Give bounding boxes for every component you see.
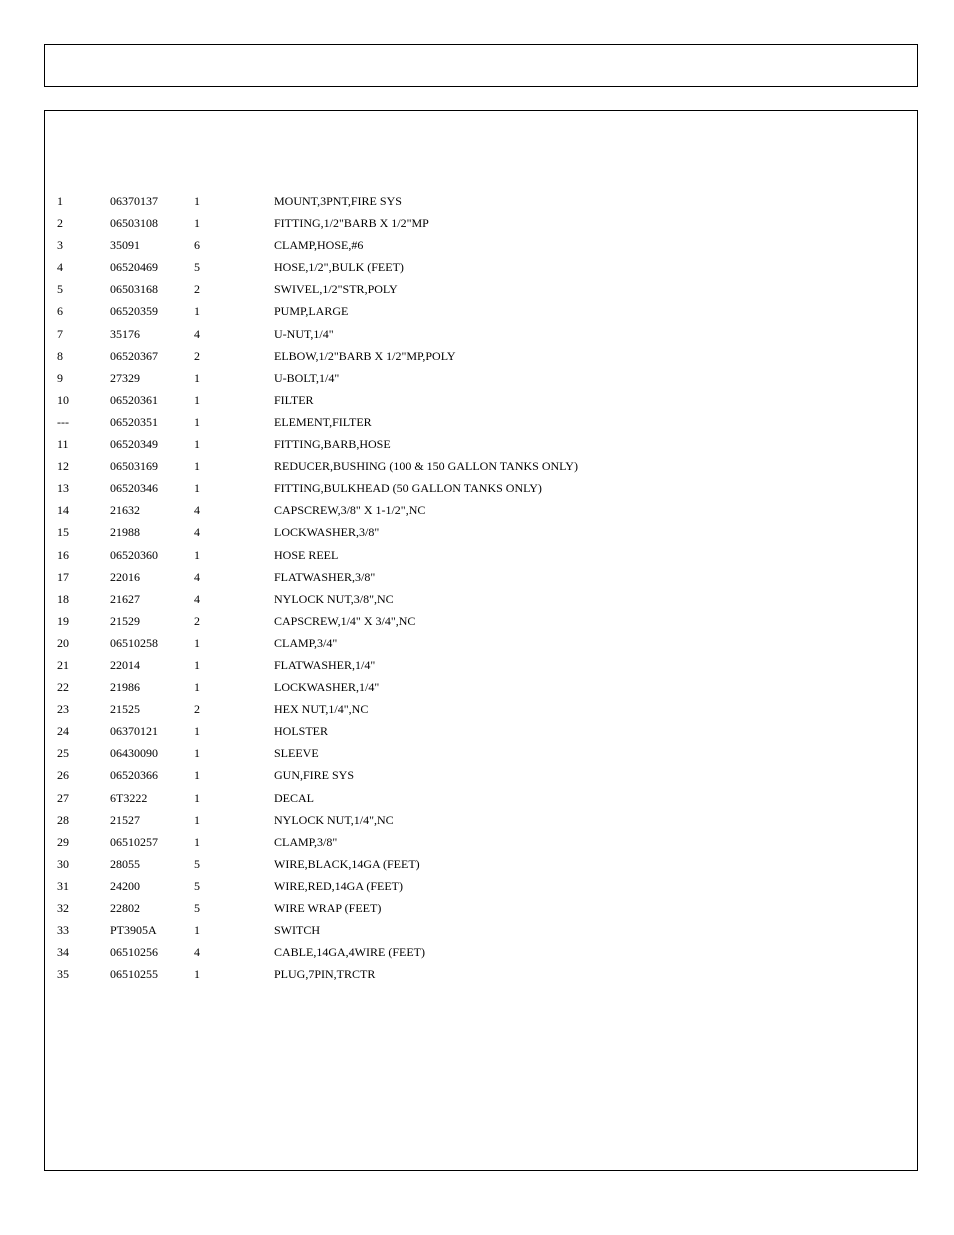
item-number: 10	[57, 392, 69, 407]
quantity: 1	[194, 635, 200, 650]
item-number: ---	[57, 414, 69, 429]
description: NYLOCK NUT,1/4",NC	[274, 812, 394, 827]
quantity: 1	[194, 746, 200, 761]
part-number: 6T3222	[110, 790, 148, 805]
description: CAPSCREW,3/8" X 1-1/2",NC	[274, 503, 426, 518]
description: FITTING,BULKHEAD (50 GALLON TANKS ONLY)	[274, 481, 542, 496]
quantity: 1	[194, 812, 200, 827]
item-number: 14	[57, 503, 69, 518]
quantity: 6	[194, 238, 200, 253]
parts-row	[57, 278, 907, 300]
item-number: 35	[57, 967, 69, 982]
header-box	[44, 44, 918, 87]
description: SLEEVE	[274, 746, 319, 761]
description: WIRE,BLACK,14GA (FEET)	[274, 856, 420, 871]
quantity: 1	[194, 768, 200, 783]
description: MOUNT,3PNT,FIRE SYS	[274, 194, 402, 208]
quantity: 2	[194, 348, 200, 363]
item-number: 8	[57, 348, 63, 363]
part-number: 06520359	[110, 304, 158, 319]
quantity: 1	[194, 834, 200, 849]
quantity: 5	[194, 878, 200, 893]
quantity: 1	[194, 414, 200, 429]
parts-row	[57, 897, 907, 919]
description: FLATWASHER,1/4"	[274, 657, 376, 672]
parts-row	[57, 411, 907, 433]
item-number: 20	[57, 635, 69, 650]
description: LOCKWASHER,3/8"	[274, 525, 380, 540]
item-number: 30	[57, 856, 69, 871]
quantity: 1	[194, 370, 200, 385]
part-number: 06520469	[110, 260, 158, 275]
parts-row	[57, 300, 907, 322]
quantity: 4	[194, 569, 200, 584]
description: ELEMENT,FILTER	[274, 414, 372, 429]
part-number: 21988	[110, 525, 140, 540]
description: REDUCER,BUSHING (100 & 150 GALLON TANKS ONLY)	[274, 459, 578, 474]
parts-row	[57, 323, 907, 345]
parts-row	[57, 544, 907, 566]
quantity: 1	[194, 967, 200, 982]
part-number: 06510258	[110, 635, 158, 650]
item-number: 15	[57, 525, 69, 540]
quantity: 4	[194, 326, 200, 341]
parts-row	[57, 610, 907, 632]
description: PLUG,7PIN,TRCTR	[274, 967, 376, 982]
parts-row	[57, 676, 907, 698]
description: ELBOW,1/2"BARB X 1/2"MP,POLY	[274, 348, 456, 363]
item-number: 26	[57, 768, 69, 783]
part-number: 21529	[110, 613, 140, 628]
quantity: 1	[194, 216, 200, 231]
parts-row	[57, 698, 907, 720]
item-number: 16	[57, 547, 69, 562]
item-number: 32	[57, 901, 69, 915]
part-number: 06520360	[110, 547, 158, 562]
part-number: 24200	[110, 878, 140, 893]
parts-row	[57, 742, 907, 764]
quantity: 1	[194, 923, 200, 938]
quantity: 2	[194, 282, 200, 297]
item-number: 21	[57, 657, 69, 672]
parts-row	[57, 963, 907, 985]
parts-row	[57, 588, 907, 610]
parts-row	[57, 521, 907, 543]
parts-row	[57, 720, 907, 742]
parts-row	[57, 764, 907, 786]
quantity: 4	[194, 591, 200, 606]
part-number: 22802	[110, 901, 140, 915]
parts-row	[57, 787, 907, 809]
part-number: 06520349	[110, 437, 158, 452]
description: SWIVEL,1/2"STR,POLY	[274, 282, 398, 297]
parts-row	[57, 654, 907, 676]
quantity: 1	[194, 304, 200, 319]
part-number: 21527	[110, 812, 140, 827]
item-number: 19	[57, 613, 69, 628]
part-number: 06520351	[110, 414, 158, 429]
description: U-BOLT,1/4"	[274, 370, 340, 385]
description: HOLSTER	[274, 724, 328, 739]
quantity: 5	[194, 856, 200, 871]
parts-row	[57, 345, 907, 367]
quantity: 1	[194, 547, 200, 562]
item-number: 5	[57, 282, 63, 297]
item-number: 33	[57, 923, 69, 938]
quantity: 1	[194, 392, 200, 407]
part-number: 28055	[110, 856, 140, 871]
quantity: 1	[194, 790, 200, 805]
quantity: 1	[194, 481, 200, 496]
parts-list	[57, 190, 907, 985]
description: GUN,FIRE SYS	[274, 768, 355, 783]
quantity: 1	[194, 724, 200, 739]
quantity: 1	[194, 459, 200, 474]
item-number: 2	[57, 216, 63, 231]
item-number: 12	[57, 459, 69, 474]
parts-row	[57, 256, 907, 278]
quantity: 1	[194, 437, 200, 452]
part-number: 06520367	[110, 348, 158, 363]
item-number: 28	[57, 812, 69, 827]
part-number: 27329	[110, 370, 140, 385]
part-number: 06510257	[110, 834, 158, 849]
description: SWITCH	[274, 923, 320, 938]
item-number: 3	[57, 238, 63, 253]
parts-row	[57, 234, 907, 256]
item-number: 25	[57, 746, 69, 761]
part-number: 06510255	[110, 967, 158, 982]
description: FITTING,BARB,HOSE	[274, 437, 391, 452]
part-number: 06510256	[110, 945, 158, 960]
parts-row	[57, 212, 907, 234]
description: CLAMP,3/4"	[274, 635, 338, 650]
quantity: 4	[194, 945, 200, 960]
description: HOSE,1/2",BULK (FEET)	[274, 260, 404, 275]
part-number: 35176	[110, 326, 140, 341]
description: CLAMP,3/8"	[274, 834, 338, 849]
item-number: 23	[57, 702, 69, 717]
parts-row	[57, 831, 907, 853]
parts-row	[57, 190, 907, 212]
description: HEX NUT,1/4",NC	[274, 702, 369, 717]
item-number: 22	[57, 680, 69, 695]
parts-row	[57, 809, 907, 831]
item-number: 29	[57, 834, 69, 849]
description: DECAL	[274, 790, 314, 805]
item-number: 24	[57, 724, 69, 739]
item-number: 27	[57, 790, 69, 805]
item-number: 17	[57, 569, 69, 584]
quantity: 4	[194, 503, 200, 518]
parts-row	[57, 941, 907, 963]
part-number: 06370137	[110, 194, 158, 208]
part-number: 35091	[110, 238, 140, 253]
quantity: 2	[194, 702, 200, 717]
part-number: 06503168	[110, 282, 158, 297]
part-number: 22016	[110, 569, 140, 584]
part-number: 22014	[110, 657, 140, 672]
parts-row	[57, 853, 907, 875]
item-number: 6	[57, 304, 63, 319]
item-number: 13	[57, 481, 69, 496]
description: FLATWASHER,3/8"	[274, 569, 376, 584]
item-number: 9	[57, 370, 63, 385]
description: NYLOCK NUT,3/8",NC	[274, 591, 394, 606]
parts-row	[57, 566, 907, 588]
item-number: 7	[57, 326, 63, 341]
parts-row	[57, 875, 907, 897]
description: FITTING,1/2"BARB X 1/2"MP	[274, 216, 429, 231]
part-number: 06520361	[110, 392, 158, 407]
quantity: 5	[194, 260, 200, 275]
quantity: 1	[194, 194, 200, 208]
quantity: 5	[194, 901, 200, 915]
parts-row	[57, 632, 907, 654]
quantity: 1	[194, 657, 200, 672]
part-number: 06520366	[110, 768, 158, 783]
part-number: 06520346	[110, 481, 158, 496]
parts-row	[57, 455, 907, 477]
item-number: 4	[57, 260, 63, 275]
quantity: 2	[194, 613, 200, 628]
quantity: 1	[194, 680, 200, 695]
part-number: 21627	[110, 591, 140, 606]
part-number: PT3905A	[110, 923, 157, 938]
parts-row	[57, 389, 907, 411]
description: HOSE REEL	[274, 547, 339, 562]
parts-row	[57, 499, 907, 521]
parts-row	[57, 367, 907, 389]
parts-row	[57, 433, 907, 455]
description: FILTER	[274, 392, 314, 407]
description: CABLE,14GA,4WIRE (FEET)	[274, 945, 425, 960]
item-number: 18	[57, 591, 69, 606]
description: LOCKWASHER,1/4"	[274, 680, 380, 695]
description: CLAMP,HOSE,#6	[274, 238, 364, 253]
item-number: 34	[57, 945, 69, 960]
part-number: 06503169	[110, 459, 158, 474]
part-number: 06370121	[110, 724, 158, 739]
item-number: 1	[57, 194, 63, 208]
description: U-NUT,1/4"	[274, 326, 334, 341]
item-number: 31	[57, 878, 69, 893]
description: PUMP,LARGE	[274, 304, 349, 319]
description: WIRE,RED,14GA (FEET)	[274, 878, 403, 893]
part-number: 21986	[110, 680, 140, 695]
quantity: 4	[194, 525, 200, 540]
parts-row	[57, 919, 907, 941]
part-number: 21632	[110, 503, 140, 518]
description: WIRE WRAP (FEET)	[274, 901, 382, 915]
parts-row	[57, 477, 907, 499]
description: CAPSCREW,1/4" X 3/4",NC	[274, 613, 416, 628]
part-number: 06430090	[110, 746, 158, 761]
part-number: 21525	[110, 702, 140, 717]
part-number: 06503108	[110, 216, 158, 231]
item-number: 11	[57, 437, 69, 452]
